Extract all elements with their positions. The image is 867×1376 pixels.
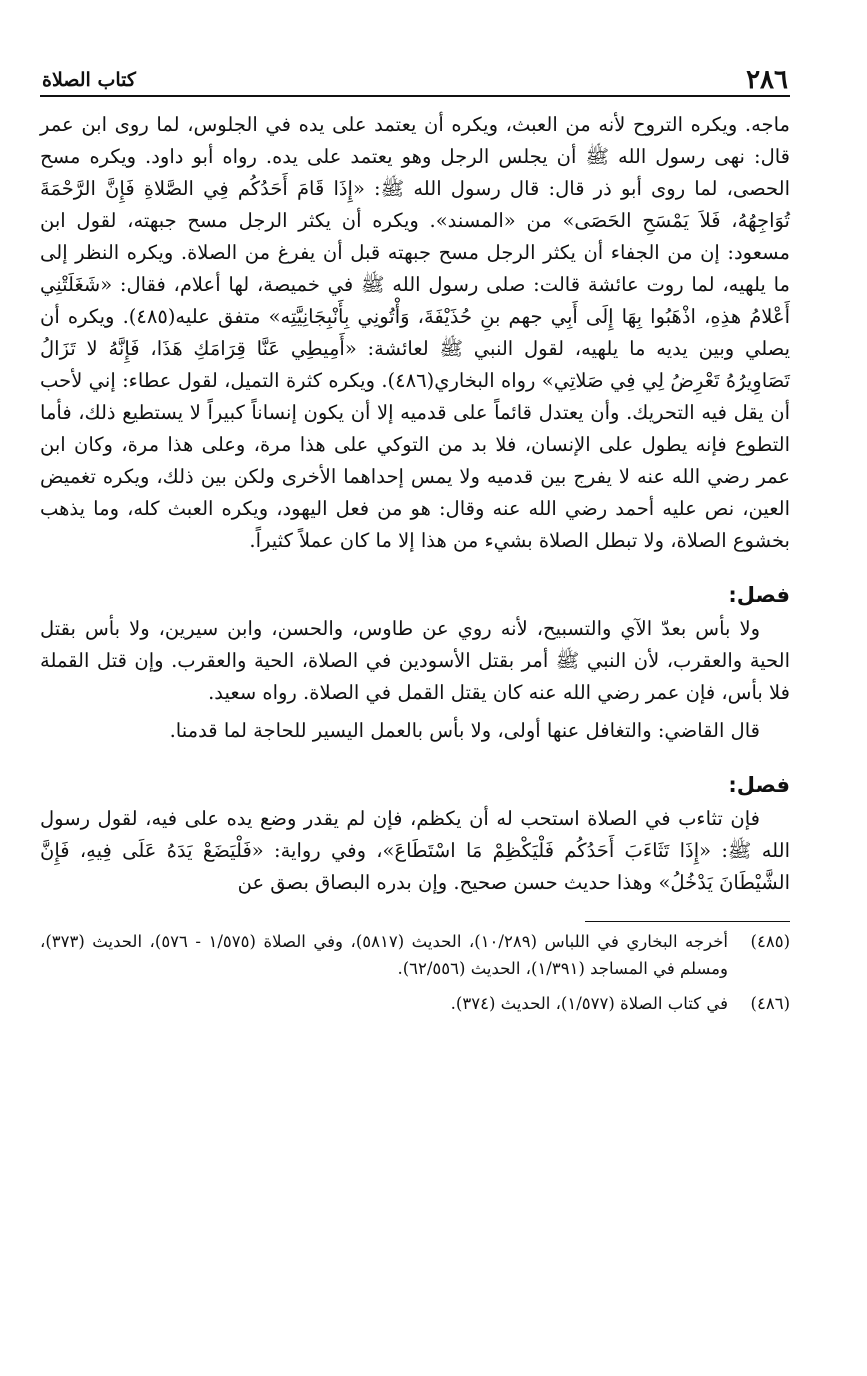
section-heading: فصل: [728,773,790,797]
footnote-number: (٤٨٦) [750,994,790,1013]
page-number: ٢٨٦ [746,65,788,95]
book-page [40,55,790,1025]
main-text [40,109,790,899]
footnote [40,928,790,982]
footnote-text: أخرجه البخاري في اللباس (١٠/٢٨٩)، الحديث (٥٨١٧)، وفي الصلاة (١/٥٧٥ - ٥٧٦)، الحديث (٣٧٣)، ومسلم في المساجد (١/٣٩١)، الحديث (٦٢/٥٥٦). [40,932,728,978]
page-header [40,55,790,97]
footnote [40,990,790,1017]
section-paragraph: ولا بأس بعدّ الآي والتسبيح، لأنه روي عن طاوس، والحسن، وابن سيرين، ولا بأس بقتل الحية والعقرب، لأن النبي ﷺ أمر بقتل الأسودين في الصلاة، الحية والعقرب. وإن قتل القملة فلا بأس، فإن عمر رضي الله عنه كان يقتل القمل في الصلاة. رواه سعيد. [40,617,790,704]
footnotes [40,928,790,1017]
section-1 [40,579,790,747]
intro-paragraph: ماجه. ويكره التروح لأنه من العبث، ويكره أن يعتمد على يده في الجلوس، لما روى ابن عمر قال: نهى رسول الله ﷺ أن يجلس الرجل وهو يعتمد على يده. رواه أبو داود. ويكره مسح الحصى، لما روى أبو ذر قال: قال رسول الله ﷺ: «إِذَا قَامَ أَحَدُكُم فِي الصَّلاةِ فَإِنَّ الرَّحْمَةَ تُوَاجِهُهُ، فَلاَ يَمْسَحِ الحَصَى» من «المسند». ويكره أن يكثر الرجل مسح جبهته، لقول ابن مسعود: إن من الجفاء أن يكثر الرجل مسح جبهته قبل أن يفرغ من الصلاة. ويكره النظر إلى ما يلهيه، لما روت عائشة قالت: صلى رسول الله ﷺ في خميصة، لها أعلام، فقال: «شَغَلَتْنِي أَعْلامُ هذِهِ، اذْهَبُوا بِهَا إِلَى أَبِي جهم بنِ حُذَيْفَةَ، وَأْتُونِي بِأَنْبِجَانِيَّتِه» متفق عليه(٤٨٥). ويكره أن يصلي وبين يديه ما يلهيه، لقول النبي ﷺ لعائشة: «أَمِيطِي عَنَّا قِرَامَكِ هَذَا، فَإِنَّهُ لا تَزَالُ تَصَاوِيرُهُ تَعْرِضُ لِي فِي صَلاتِي» رواه البخاري(٤٨٦). ويكره كثرة التميل، لقول عطاء: إني لأحب أن يقل فيه التحريك. وأن يعتدل قائماً على قدميه إلا أن يكون إنساناً كبيراً لا يستطيع ذلك، فأما التطوع فإنه يطول على الإنسان، فلا بد من التوكي على هذا مرة، وعلى هذا مرة، وكان ابن عمر رضي الله عنه لا يفرج بين قدميه ولا يمس إحداهما الأخرى ولكن بين ذلك، ويكره تغميض العين، نص عليه أحمد رضي الله عنه وقال: هو من فعل اليهود، ويكره العبث كله، وما يذهب بخشوع الصلاة، ولا تبطل الصلاة بشيء من هذا إلا ما كان عملاً كثيراً. [40,113,791,552]
section-2 [40,769,790,899]
footnote-divider [585,921,790,922]
footnote-text: في كتاب الصلاة (١/٥٧٧)، الحديث (٣٧٤). [450,994,728,1013]
book-title: كتاب الصلاة [42,69,136,91]
footnote-number: (٤٨٥) [750,932,790,951]
section-paragraph: فإن تثاءب في الصلاة استحب له أن يكظم، فإن لم يقدر وضع يده على فيه، لقول رسول الله ﷺ: «إِذَا تَثَاءَبَ أَحَدُكُم فَلْيَكْظِمْ مَا اسْتَطَاعَ»، وفي رواية: «فَلْيَضَعْ يَدَهُ عَلَى فِيهِ، فَإِنَّ الشَّيْطَانَ يَدْخُلُ» وهذا حديث حسن صحيح. وإن بدره البصاق بصق عن [40,807,790,894]
section-paragraph: قال القاضي: والتغافل عنها أولى، ولا بأس بالعمل اليسير للحاجة لما قدمنا. [169,719,760,742]
section-heading: فصل: [728,583,790,607]
